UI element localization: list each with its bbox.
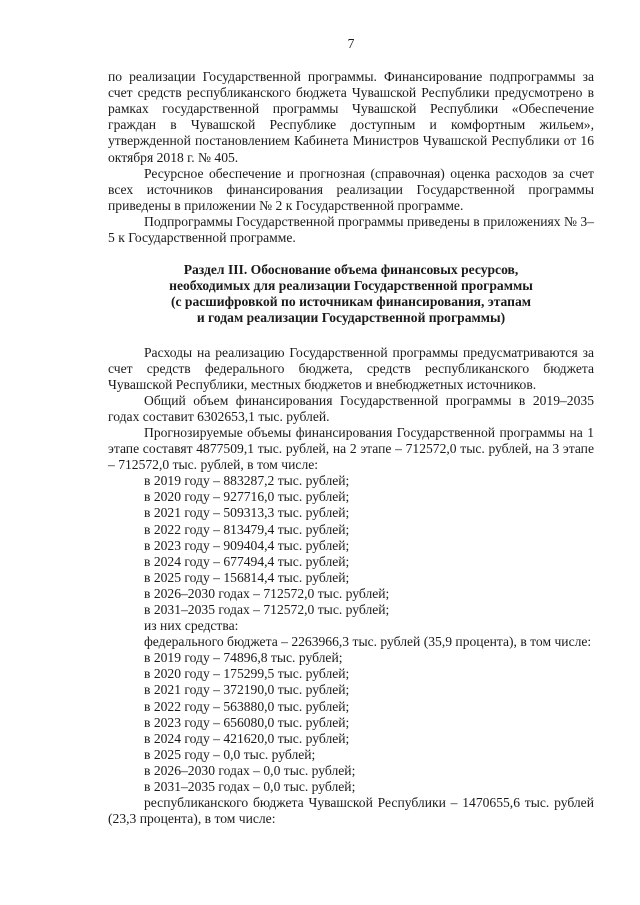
list-item: в 2031–2035 годах – 712572,0 тыс. рублей;	[144, 602, 390, 617]
list-item: в 2022 году – 813479,4 тыс. рублей;	[144, 521, 350, 537]
of-which-label: из них средства:	[144, 618, 239, 634]
section-heading	[108, 262, 594, 326]
list-item: в 2024 году – 421620,0 тыс. рублей;	[144, 730, 350, 746]
list-item: в 2019 году – 74896,8 тыс. рублей;	[144, 650, 343, 666]
list-item: в 2021 году – 509313,3 тыс. рублей;	[144, 505, 350, 521]
republic-summary: республиканского бюджета Чувашской Республики – 1470655,6 тыс. рублей (23,3 процента), в том числе:	[108, 795, 594, 827]
intro-paragraph: по реализации Государственной программы. Финансирование подпрограммы за счет средств республиканского бюджета Чувашской Республики предусмотрено в рамках государственной программы Чувашской Республики «Обеспечение граждан в Чувашской Республике доступным и комфортным жильем», утвержденной постановлением Кабинета Министров Чувашской Республики от 16 октября 2018 г. № 405.	[108, 69, 594, 165]
list-item: в 2020 году – 175299,5 тыс. рублей;	[144, 666, 350, 682]
section-paragraph: Прогнозируемые объемы финансирования Государственной программы на 1 этапе составят 4877509,1 тыс. рублей, на 2 этапе – 712572,0 тыс. рублей, на 3 этапе – 712572,0 тыс. рублей, в том числе:	[108, 424, 594, 473]
list-item: в 2022 году – 563880,0 тыс. рублей;	[144, 698, 350, 714]
list-item: в 2023 году – 656080,0 тыс. рублей;	[144, 714, 350, 730]
intro-paragraph: Ресурсное обеспечение и прогнозная (справочная) оценка расходов за счет всех источников финансирования реализации Государственной программы приведены в приложении № 2 к Государственной программе.	[108, 165, 594, 213]
total-by-year-list	[108, 473, 594, 618]
section-heading-line: Раздел III. Обоснование объема финансовых ресурсов,	[183, 262, 519, 278]
federal-by-year-list	[108, 650, 594, 795]
list-item: в 2020 году – 927716,0 тыс. рублей;	[144, 489, 350, 505]
page-number: 7	[347, 36, 355, 51]
section-heading-line: и годам реализации Государственной программы)	[196, 310, 506, 326]
list-item: в 2026–2030 годах – 712572,0 тыс. рублей;	[144, 585, 390, 601]
document-page	[108, 36, 594, 827]
section-heading-line: необходимых для реализации Государственной программы	[169, 278, 533, 294]
list-item: в 2019 году – 883287,2 тыс. рублей;	[144, 473, 350, 489]
section-heading-line: (с расшифровкой по источникам финансирования, этапам	[170, 294, 532, 310]
list-item: в 2025 году – 0,0 тыс. рублей;	[144, 746, 316, 762]
intro-paragraph: Подпрограммы Государственной программы приведены в приложениях № 3–5 к Государственной программе.	[108, 213, 594, 246]
list-item: в 2021 году – 372190,0 тыс. рублей;	[144, 682, 350, 698]
list-item: в 2026–2030 годах – 0,0 тыс. рублей;	[144, 762, 356, 778]
list-item: в 2031–2035 годах – 0,0 тыс. рублей;	[144, 779, 356, 795]
section-paragraph: Общий объем финансирования Государственной программы в 2019–2035 годах составит 6302653,1 тыс. рублей.	[108, 392, 594, 424]
section-paragraph: Расходы на реализацию Государственной программы предусматриваются за счет средств федерального бюджета, средств республиканского бюджета Чувашской Республики, местных бюджетов и внебюджетных источников.	[108, 344, 594, 392]
list-item: в 2024 году – 677494,4 тыс. рублей;	[144, 553, 350, 569]
federal-summary: федерального бюджета – 2263966,3 тыс. рублей (35,9 процента), в том числе:	[144, 634, 592, 650]
list-item: в 2025 году – 156814,4 тыс. рублей;	[144, 569, 350, 585]
list-item: в 2023 году – 909404,4 тыс. рублей;	[144, 537, 350, 553]
